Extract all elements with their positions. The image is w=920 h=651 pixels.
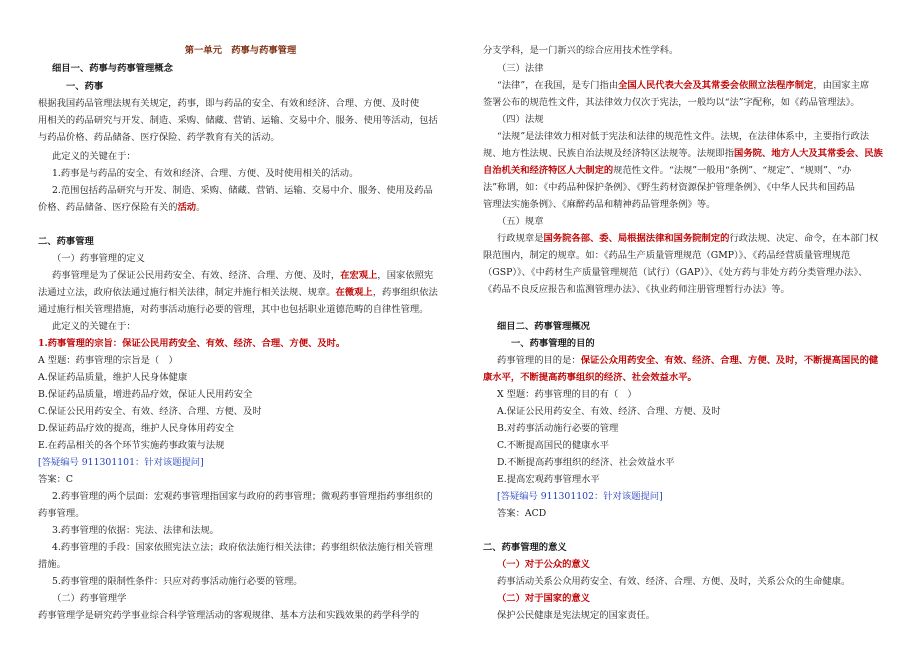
heading-meaning: 二、药事管理的意义	[483, 542, 567, 553]
ask-question-link[interactable]: [答疑编号 911301101：针对该题提问]	[38, 457, 204, 468]
paragraph-line: 措施。	[38, 559, 66, 570]
unit-title: 第一单元 药事与药事管理	[184, 45, 297, 56]
paragraph-line	[497, 79, 869, 92]
text-run: 。	[196, 202, 206, 213]
paragraph-line: 1.药事是与药品的安全、有效和经济、合理、方便、及时使用相关的活动。	[52, 168, 359, 179]
highlight-text: 全国人民代表大会及其常委会依照立法程序制定	[618, 80, 814, 91]
highlight-text: 康水平，不断提高药事组织的经济、社会效益水平。	[483, 372, 697, 383]
text-run: 法通过立法，政府依法通过施行相关法律，制定并施行相关法规、规章。	[38, 287, 336, 298]
paragraph-line: 限范围内，制定的规章。如：《药品生产质量管理规范（GMP）》、《药品经营质量管理规范	[483, 250, 851, 261]
paragraph-line	[483, 164, 851, 177]
text-run: 行政法规、决定、命令，在本部门权	[729, 233, 879, 244]
paragraph-line: 此定义的关键在于：	[52, 151, 136, 162]
paragraph-line: 药事管理。	[38, 508, 85, 519]
text-run: “法律”，在我国，是专门指由	[497, 80, 619, 91]
highlight-text: 国务院各部、委、局根据法律和国务院制定的	[543, 233, 730, 244]
answer-text: 答案：ACD	[497, 508, 547, 519]
paragraph-line: 此定义的关键在于：	[52, 321, 136, 332]
paragraph-line	[497, 232, 878, 245]
paragraph-line	[483, 147, 883, 160]
text-run: 药事管理是为了保证公民用药安全、有效、经济、合理、方便、及时，	[52, 270, 341, 281]
question-option: A.保证公民用药安全、有效、经济、合理、方便、及时	[497, 406, 721, 417]
subheading: （二）药事管理学	[52, 593, 127, 604]
question-option: B.保证药品质量，增进药品疗效，保证人民用药安全	[38, 389, 253, 400]
text-run: 规范性文件。“法规”一般用“条例”、“规定”、“规则”、“办	[613, 165, 852, 176]
text-run: 药事管理的目的是：	[497, 355, 581, 366]
highlight-text: 保证公众用药安全、有效、经济、合理、方便、及时，不断提高国民的健	[580, 355, 879, 366]
paragraph-line: 药事管理学是研究药学事业综合科学管理活动的客观规律、基本方法和实践效果的药学科学的	[38, 610, 420, 621]
subheading: （五）规章	[497, 216, 544, 227]
question-option: A.保证药品质量，维护人民身体健康	[38, 372, 188, 383]
question-option: E.提高宏观药事管理水平	[497, 474, 600, 485]
paragraph-line: 2.药事管理的两个层面：宏观药事管理指国家与政府的药事管理；微观药事管理指药事组织的	[52, 491, 433, 502]
question-option: D.保证药品疗效的提高，维护人民身体用药安全	[38, 423, 235, 434]
subheading-highlight: （一）对于公众的意义	[497, 559, 590, 570]
paragraph-line: 签署公布的规范性文件，其法律效力仅次于宪法，一般均以“法”字配称，如《药品管理法》。	[483, 97, 860, 108]
text-run: ，国家依照宪	[377, 270, 434, 281]
paragraph-line	[38, 201, 205, 214]
question-option: B.对药事活动施行必要的管理	[497, 423, 619, 434]
highlight-text: 在微观上	[335, 287, 373, 298]
section-title: 细目一、药事与药事管理概念	[52, 63, 173, 74]
paragraph-line: 4.药事管理的手段：国家依照宪法立法；政府依法施行相关法律；药事组织依法施行相关管理	[52, 542, 433, 553]
question-stem: X 型题：药事管理的目的有（ ）	[497, 389, 637, 400]
key-point-highlight: 1.药事管理的宗旨：保证公民用药安全、有效、经济、合理、方便、及时。	[38, 338, 346, 349]
question-option: C.保证公民用药安全、有效、经济、合理、方便、及时	[38, 406, 262, 417]
subheading-highlight: （二）对于国家的意义	[497, 593, 590, 604]
highlight-text: 在宏观上	[340, 270, 378, 281]
answer-text: 答案：C	[38, 474, 74, 485]
paragraph-line: 药事活动关系公众用药安全、有效、经济、合理、方便、及时，关系公众的生命健康。	[497, 576, 851, 587]
paragraph-line: “法规”是法律效力相对低于宪法和法律的规范性文件。法规，在法律体系中，主要指行政法	[497, 131, 870, 142]
text-run: ，由国家主席	[813, 80, 870, 91]
text-run: 规、地方性法规、民族自治法规及经济特区法规等。法规即指	[483, 148, 735, 159]
paragraph-line: 根据我国药品管理法规有关规定，药事，即与药品的安全、有效和经济、合理、方便、及时使	[38, 98, 420, 109]
paragraph-line: 分支学科，是一门新兴的综合应用技术性学科。	[483, 45, 679, 56]
paragraph-line: 管理法实施条例》、《麻醉药品和精神药品管理条例》等。	[483, 199, 716, 210]
question-option: D.不断提高药事组织的经济、社会效益水平	[497, 457, 675, 468]
highlight-text: 活动	[177, 202, 197, 213]
text-run: 行政规章是	[497, 233, 544, 244]
question-stem: A 型题：药事管理的宗旨是（ ）	[38, 355, 178, 366]
text-run: 价格、药品储备、医疗保险有关的	[38, 202, 178, 213]
paragraph-line: 3.药事管理的依据：宪法、法律和法规。	[52, 525, 219, 536]
paragraph-line: 保护公民健康是宪法规定的国家责任。	[497, 610, 656, 621]
paragraph-line: 2.范围包括药品研究与开发、制造、采购、储藏、营销、运输、交易中介、服务、使用及药品	[52, 185, 433, 196]
subheading: （四）法规	[497, 114, 544, 125]
highlight-text: 国务院、地方人大及其常委会、民族	[734, 148, 883, 159]
paragraph-line	[497, 354, 878, 367]
subheading: （一）药事管理的定义	[52, 253, 145, 264]
paragraph-line: 通过施行相关管理措施，对药事活动施行必要的管理，其中也包括职业道德范畴的自律性管理。	[38, 304, 429, 315]
paragraph-line: 与药品价格、药品储备、医疗保险、药学教育有关的活动。	[38, 132, 280, 143]
paragraph-line	[38, 286, 438, 299]
question-option: C.不断提高国民的健康水平	[497, 440, 610, 451]
heading-guanli: 二、药事管理	[38, 236, 94, 247]
paragraph-line: 用相关的药品研究与开发、制造、采购、储藏、营销、运输、交易中介、服务、使用等活动，包括	[38, 115, 438, 126]
text-run: ，药事组织依法	[372, 287, 438, 298]
highlight-text: 自治机关和经济特区人大制定的	[483, 165, 614, 176]
ask-question-link[interactable]: [答疑编号 911301102：针对该题提问]	[497, 491, 663, 502]
paragraph-line: （GSP）》、《中药材生产质量管理规范（试行）（GAP）》、《处方药与非处方药分类管理办法》、	[483, 267, 868, 278]
section-title: 细目二、药事管理概况	[497, 321, 590, 332]
paragraph-line: 法”称谓，如：《中药品种保护条例》、《野生药材资源保护管理条例》、《中华人民共和国药品	[483, 182, 855, 193]
heading-purpose: 一、药事管理的目的	[511, 338, 595, 349]
paragraph-line: 《药品不良反应报告和监测管理办法》、《执业药师注册管理暂行办法》等。	[483, 284, 790, 295]
paragraph-line	[52, 269, 433, 282]
subheading: （三）法律	[497, 63, 544, 74]
paragraph-line: 5.药事管理的限制性条件：只应对药事活动施行必要的管理。	[52, 576, 303, 587]
question-option: E.在药品相关的各个环节实施药事政策与法规	[38, 440, 225, 451]
heading-yaoshi: 一、药事	[66, 81, 104, 92]
